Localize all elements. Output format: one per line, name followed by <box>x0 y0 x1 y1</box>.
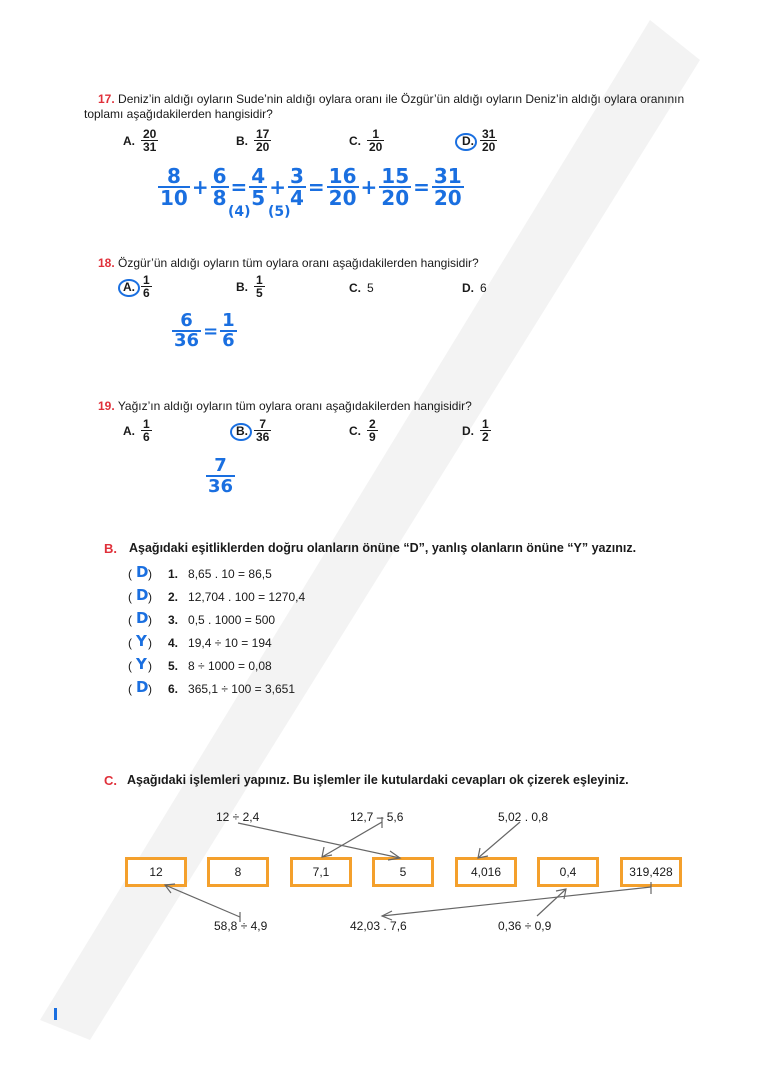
answer-slot[interactable]: ( D ) <box>128 586 152 604</box>
answer-slot[interactable]: ( D ) <box>128 563 152 581</box>
fraction: $\frac{1}{6}$ <box>143 417 150 444</box>
answer-box[interactable]: 0,4 <box>537 857 599 887</box>
statement-row: ( Y ) 4. 19,4 ÷ 10 = 194 <box>128 632 272 650</box>
q17-multiplier-2: (5) <box>268 204 291 220</box>
q18-handwritten-work: $\frac{6}{36}$ = $\frac{1}{6}$ <box>174 310 235 351</box>
answer-box[interactable]: 319,428 <box>620 857 682 887</box>
q17-handwritten-work: $\frac{8}{10}$ + $\frac{6}{8}$ = $\frac{4}{5}$ + $\frac{3}{4}$ = $\frac{16}{20}$ + $\frac{15}{20}$ = $\frac{31}{20}$ <box>160 164 462 210</box>
q19-option-c[interactable]: C. $\frac{2}{9}$ <box>349 417 376 444</box>
q17-option-d[interactable]: D. $\frac{31}{20}$ <box>462 127 496 154</box>
q17-text: Deniz’in aldığı oyların Sude’nin aldığı oylara oranı ile Özgür’ün aldığı oyların Deniz’in aldığı oylara oranının toplamı aşağıdakilerden hangisidir? <box>84 92 685 121</box>
q19-text: Yağız’ın aldığı oyların tüm oylara oranı aşağıdakilerden hangisidir? <box>117 399 472 413</box>
bottom-expression: 0,36 ÷ 0,9 <box>498 919 552 933</box>
statement-row: ( Y ) 5. 8 ÷ 1000 = 0,08 <box>128 655 272 673</box>
bottom-expression: 42,03 . 7,6 <box>350 919 407 933</box>
fraction: $\frac{7}{36}$ <box>256 417 270 444</box>
arrow <box>537 889 566 916</box>
answer-box[interactable]: 7,1 <box>290 857 352 887</box>
statement-row: ( D ) 1. 8,65 . 10 = 86,5 <box>128 563 272 581</box>
q17-option-b[interactable]: B. $\frac{17}{20}$ <box>236 127 270 154</box>
q18-option-d[interactable]: D. 6 <box>462 281 487 295</box>
arrow <box>238 823 400 858</box>
q19-option-d[interactable]: D. $\frac{1}{2}$ <box>462 417 489 444</box>
top-expression: 12,7 – 5,6 <box>350 810 404 824</box>
fraction: $\frac{1}{2}$ <box>482 417 489 444</box>
q17-number: 17. <box>98 92 115 106</box>
arrow <box>382 887 651 916</box>
statement-row: ( D ) 3. 0,5 . 1000 = 500 <box>128 609 276 627</box>
fraction: $\frac{31}{20}$ <box>482 127 496 154</box>
answer-slot[interactable]: ( Y ) <box>128 632 152 650</box>
q18-number: 18. <box>98 256 115 270</box>
answer-slot[interactable]: ( Y ) <box>128 655 152 673</box>
q17-option-a[interactable]: A. $\frac{20}{31}$ <box>123 127 157 154</box>
answer-box[interactable]: 4,016 <box>455 857 517 887</box>
fraction: $\frac{2}{9}$ <box>369 417 376 444</box>
answer-slot[interactable]: ( D ) <box>128 678 152 696</box>
q18-option-a[interactable]: A. $\frac{1}{6}$ <box>123 273 150 300</box>
section-c-heading: C. Aşağıdaki işlemleri yapınız. Bu işlemler ile kutulardaki cevapları ok çizerek eşleyiniz. <box>104 773 629 788</box>
q18-option-c[interactable]: C. 5 <box>349 281 374 295</box>
q18-option-b[interactable]: B. $\frac{1}{5}$ <box>236 273 263 300</box>
answer-slot[interactable]: ( D ) <box>128 609 152 627</box>
q17-multiplier-1: (4) <box>228 204 251 220</box>
fraction: $\frac{20}{31}$ <box>143 127 157 154</box>
fraction: $\frac{1}{5}$ <box>256 273 263 300</box>
q19-handwritten-work: $\frac{7}{36}$ <box>208 455 234 497</box>
answer-box[interactable]: 12 <box>125 857 187 887</box>
fraction: $\frac{17}{20}$ <box>256 127 270 154</box>
q17-option-c[interactable]: C. $\frac{1}{20}$ <box>349 127 383 154</box>
q19-number: 19. <box>98 399 115 413</box>
arrow <box>478 822 520 858</box>
statement-row: ( D ) 2. 12,704 . 100 = 1270,4 <box>128 586 306 604</box>
top-expression: 5,02 . 0,8 <box>498 810 549 824</box>
arrow <box>165 885 240 917</box>
page-edge-marker <box>54 1008 57 1020</box>
q18-text: Özgür’ün aldığı oyların tüm oylara oranı aşağıdakilerden hangisidir? <box>118 256 479 270</box>
bottom-expression: 58,8 ÷ 4,9 <box>214 919 268 933</box>
top-expression: 12 ÷ 2,4 <box>216 810 260 824</box>
q19-option-b[interactable]: B. $\frac{7}{36}$ <box>236 417 270 444</box>
answer-box[interactable]: 5 <box>372 857 434 887</box>
q19-option-a[interactable]: A. $\frac{1}{6}$ <box>123 417 150 444</box>
fraction: $\frac{1}{6}$ <box>143 273 150 300</box>
fraction: $\frac{1}{20}$ <box>369 127 383 154</box>
section-b-heading: B. Aşağıdaki eşitliklerden doğru olanların önüne “D”, yanlış olanların önüne “Y” yazınız. <box>104 541 637 556</box>
statement-row: ( D ) 6. 365,1 ÷ 100 = 3,651 <box>128 678 296 696</box>
answer-box[interactable]: 8 <box>207 857 269 887</box>
